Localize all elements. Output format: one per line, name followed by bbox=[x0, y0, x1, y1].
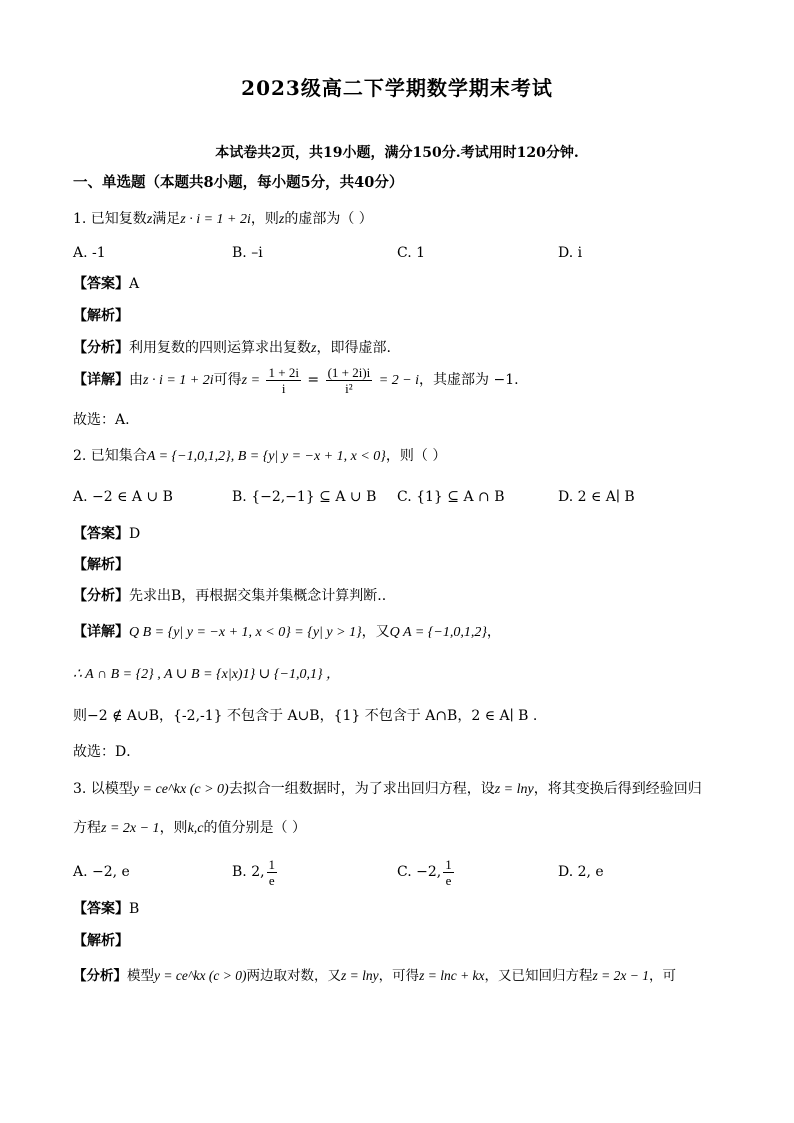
q1-fenxi: 【分析】利用复数的四则运算求出复数z，即得虚部. bbox=[73, 340, 391, 356]
q3-stem: 3. 以模型y = ce^kx (c > 0)去拟合一组数据时，为了求出回归方程，设z = lny，将其变换后得到经验回归 bbox=[73, 781, 702, 797]
q2-analysis-label: 【解析】 bbox=[73, 557, 129, 573]
q3-option-b: B. 2, $\frac{1}{e}$ bbox=[232, 856, 276, 888]
q2-fenxi: 【分析】先求出B，再根据交集并集概念计算判断.. bbox=[73, 588, 387, 604]
page-title: 2023级高二下学期数学期末考试 bbox=[241, 76, 553, 100]
q2-option-c: C. {1} ⊆ A ∩ B bbox=[397, 489, 505, 505]
exam-intro: 本试卷共2页，共19小题，满分150分.考试用时120分钟. bbox=[215, 145, 579, 161]
q3-answer: 【答案】B bbox=[73, 901, 140, 917]
q2-detail-line2: ∴ A ∩ B = {2} , A ∪ B = {x|x)1} ∪ {−1,0,1} ， bbox=[73, 667, 341, 682]
q2-detail-line3: 则−2 ∉ A∪B，{-2,-1} 不包含于 A∪B，{1} 不包含于 A∩B，2 ∈ A∣ B . bbox=[73, 708, 538, 724]
q1-option-a: A. -1 bbox=[73, 245, 106, 261]
q1-answer: 【答案】A bbox=[73, 276, 140, 292]
q1-fraction-1: $\frac{1 + 2i}{i}$ bbox=[268, 364, 299, 396]
q3-option-a: A. −2, e bbox=[73, 864, 130, 880]
q1-option-b: B. –i bbox=[232, 245, 263, 261]
q2-option-b: B. {−2,−1} ⊆ A ∪ B bbox=[232, 489, 377, 505]
q2-option-a: A. −2 ∈ A ∪ B bbox=[73, 489, 173, 505]
q3-option-d: D. 2, e bbox=[558, 864, 604, 880]
q1-choose: 故选：A. bbox=[73, 412, 130, 428]
q3-option-b-fraction: $\frac{1}{e}$ bbox=[268, 856, 276, 888]
q2-answer: 【答案】D bbox=[73, 526, 141, 542]
q2-detail: 【详解】Q B = {y| y = −x + 1, x < 0} = {y| y > 1}，又Q A = {−1,0,1,2}， bbox=[73, 624, 501, 640]
q1-option-d: D. i bbox=[558, 245, 583, 261]
q2-choose: 故选：D． bbox=[73, 744, 141, 760]
q3-option-c: C. −2, $\frac{1}{e}$ bbox=[397, 856, 452, 888]
q1-fraction-2: $\frac{(1 + 2i)i}{\text{i²}}$ bbox=[327, 364, 371, 396]
q3-analysis-label: 【解析】 bbox=[73, 933, 129, 949]
section-heading: 一、单选题（本题共8小题，每小题5分，共40分） bbox=[73, 174, 404, 191]
q2-option-d: D. 2 ∈ A∣ B bbox=[558, 489, 635, 505]
q1-option-c: C. 1 bbox=[397, 245, 426, 261]
q3-option-c-fraction: $\frac{1}{e}$ bbox=[445, 856, 452, 888]
q1-stem: 1. 已知复数z满足z · i = 1 + 2i，则z的虚部为（ ） bbox=[73, 211, 373, 227]
q3-fenxi: 【分析】模型y = ce^kx (c > 0)两边取对数，又z = lny，可得z = lnc + kx，又已知回归方程z = 2x − 1，可 bbox=[73, 968, 677, 984]
q1-analysis-label: 【解析】 bbox=[73, 308, 129, 324]
q2-stem: 2. 已知集合A = {−1,0,1,2}, B = {y| y = −x + 1, x < 0}，则（ ） bbox=[73, 448, 447, 464]
q3-stem-line2: 方程z = 2x − 1，则k,c的值分别是（ ） bbox=[73, 820, 306, 836]
q1-detail: 【详解】由z · i = 1 + 2i可得z = $\frac{1 + 2i}{i}$ = $\frac{(1 + 2i)i}{\text{i²}}$ = 2 − i，其虚部为 −1. bbox=[73, 364, 519, 396]
